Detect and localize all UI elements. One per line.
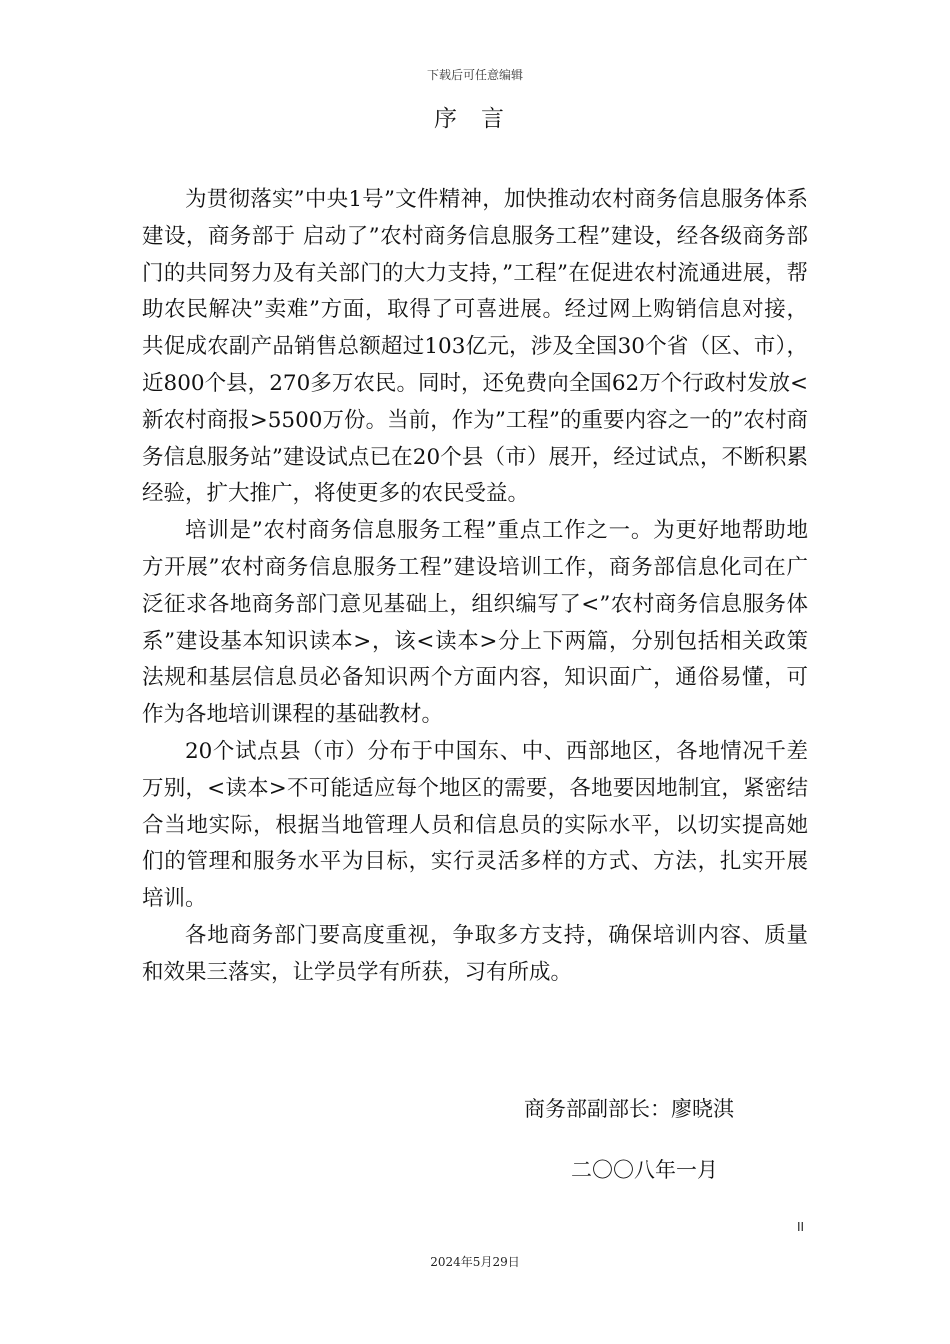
paragraph-2: 培训是”农村商务信息服务工程”重点工作之一。为更好地帮助地方开展”农村商务信息服务工程”建设培训工作，商务部信息化司在广泛征求各地商务部门意见基础上，组织编写了<”农村商务信息服务体系”建设基本知识读本>，该<读本>分上下两篇，分别包括相关政策法规和基层信息员必备知识两个方面内容，知识面广，通俗易懂，可作为各地培训课程的基础教材。 (142, 518, 808, 728)
page-title: 序言 (434, 106, 528, 132)
signature-line: 商务部副部长：廖晓淇 (524, 1097, 734, 1121)
header-note: 下载后可任意编辑 (426, 68, 523, 82)
paragraph-1: 为贯彻落实”中央1号”文件精神，加快推动农村商务信息服务体系建设，商务部于 启动了”农村商务信息服务工程”建设，经各级商务部门的共同努力及有关部门的大力支持，”工程”在促进农村流通进展，帮助农民解决”卖难”方面，取得了可喜进展。经过网上购销信息对接，共促成农副产品销售总额超过103亿元，涉及全国30个省（区、市），近800个县，270多万农民。同时，还免费向全国62万个行政村发放<新农村商报>5500万份。当前，作为”工程”的重要内容之一的”农村商务信息服务站”建设试点已在20个县（市）展开，经过试点，不断积累经验，扩大推广，将使更多的农民受益。 (142, 187, 808, 507)
page-number: II (797, 1220, 805, 1234)
paragraph-4: 各地商务部门要高度重视，争取多方支持，确保培训内容、质量和效果三落实，让学员学有所获，习有所成。 (142, 922, 808, 985)
footer-date: 2024年5月29日 (430, 1255, 520, 1269)
signature-date: 二〇〇八年一月 (571, 1158, 718, 1182)
paragraph-3: 20个试点县（市）分布于中国东、中、西部地区，各地情况千差万别，<读本>不可能适应每个地区的需要，各地要因地制宜，紧密结合当地实际，根据当地管理人员和信息员的实际水平，以切实提高她们的管理和服务水平为目标，实行灵活多样的方式、方法，扎实开展培训。 (142, 738, 808, 912)
document-body (142, 182, 808, 992)
